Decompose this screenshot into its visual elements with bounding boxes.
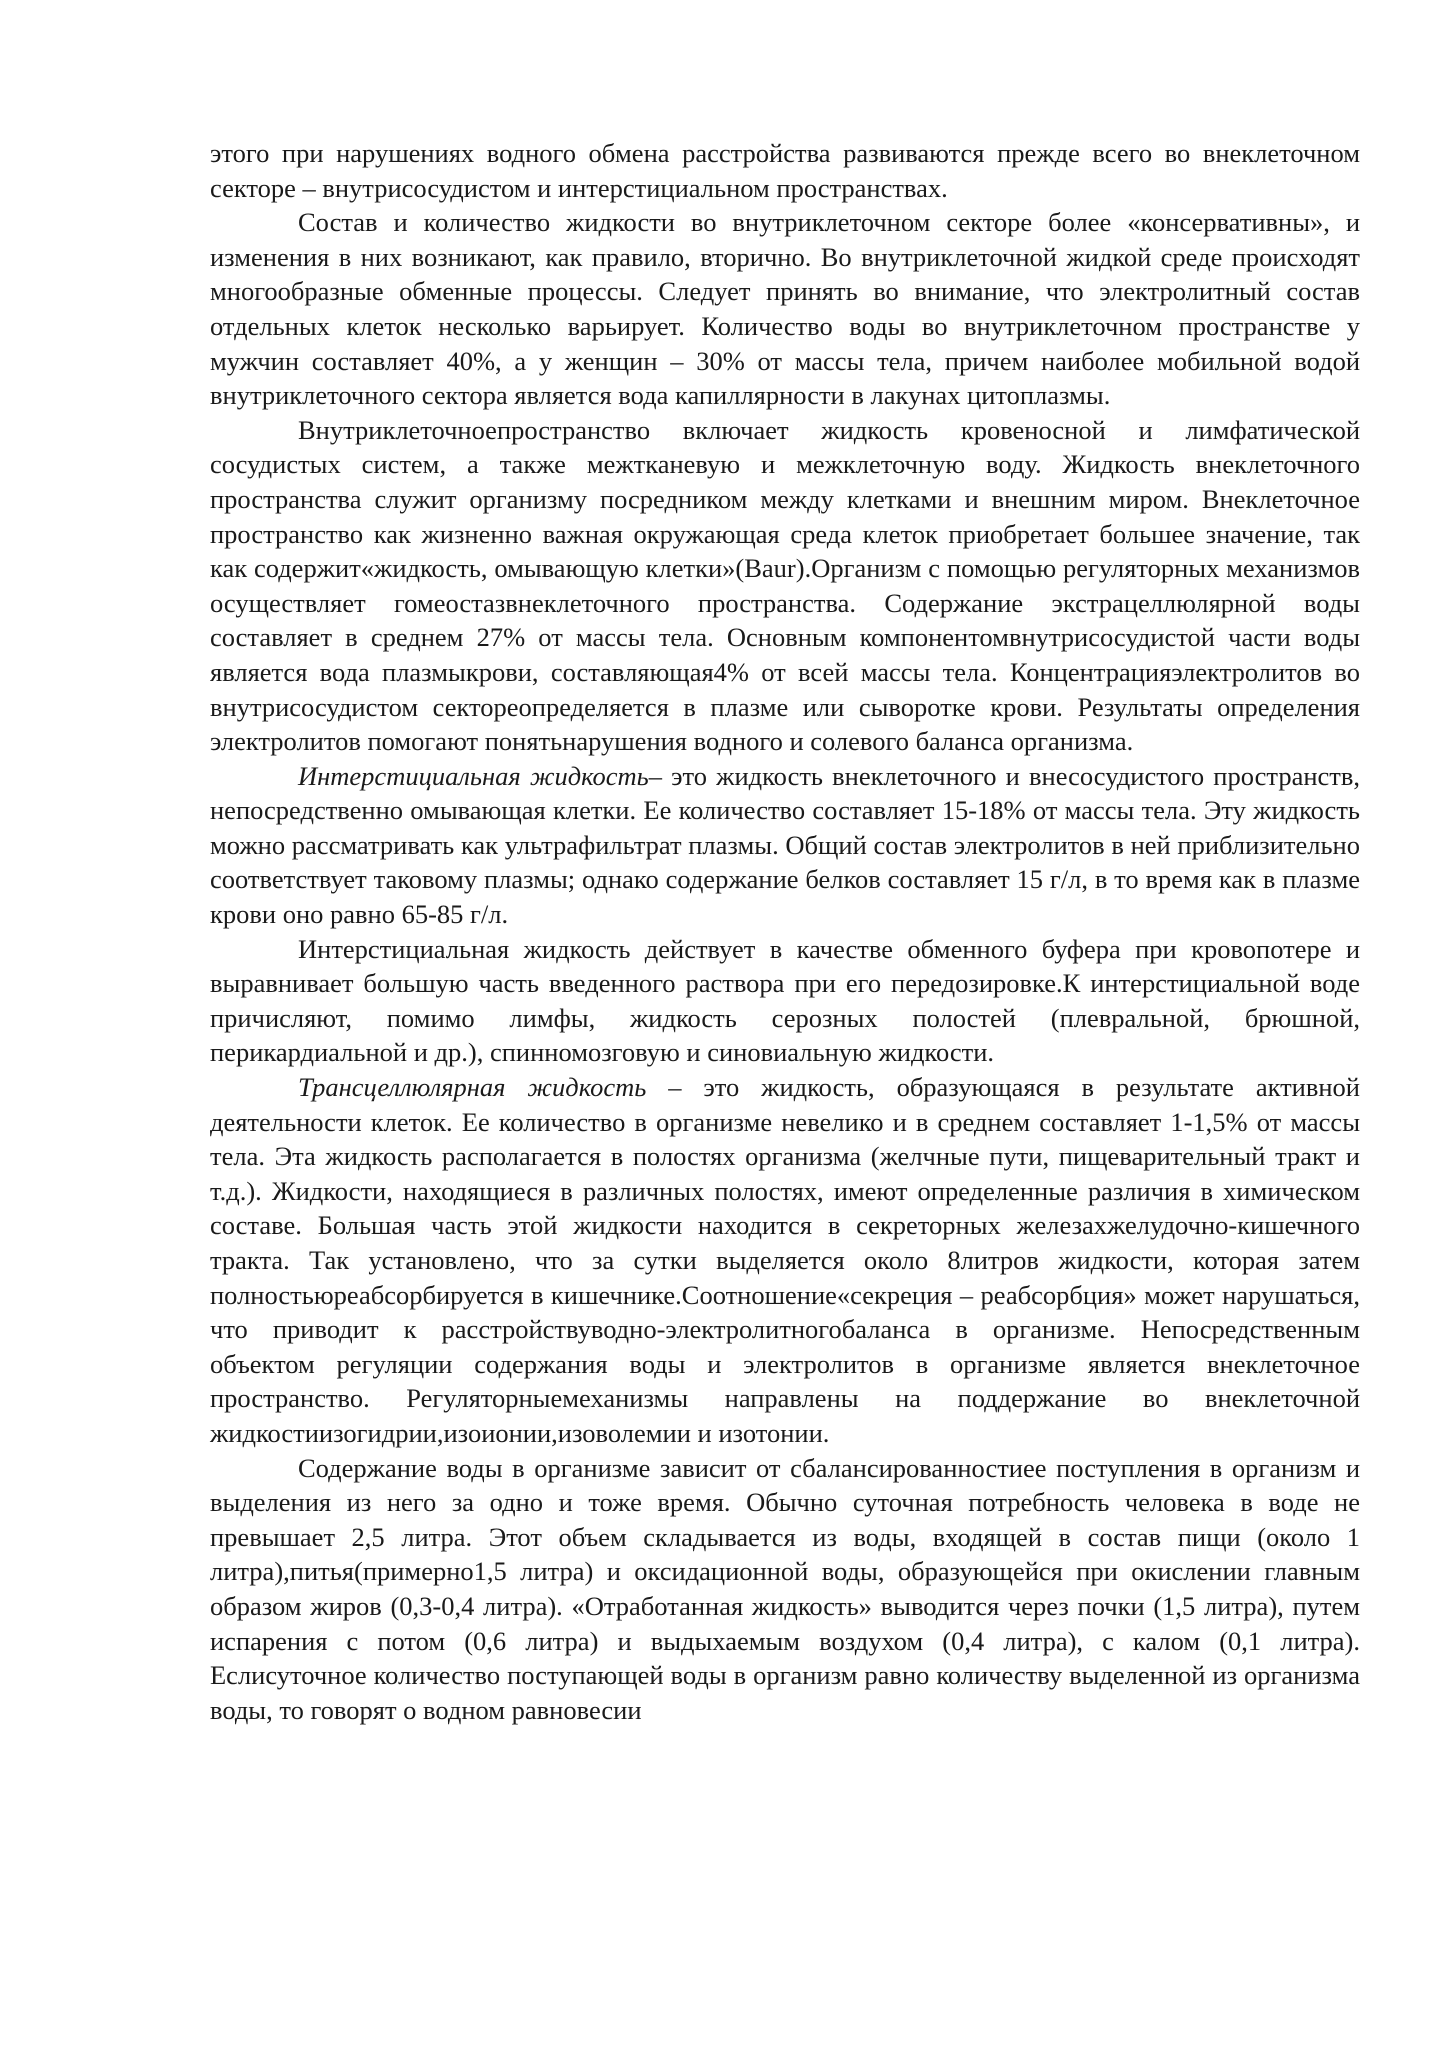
paragraph-interstitial-buffer: Интерстициальная жидкость действует в качестве обменного буфера при кровопотере и выравнивает большую часть введенного раствора при его передозировке.К интерстициальной воде причисляют, помимо лимфы, жидкость серозных полостей (плевральной, брюшной, перикардиальной и др.), спинномозговую и синовиальную жидкости. — [210, 933, 1360, 1068]
document-page — [210, 136, 1360, 1727]
paragraph-water-balance: Содержание воды в организме зависит от сбалансированностиее поступления в организм и выделения из него за одно и тоже время. Обычно суточная потребность человека в воде не превышает 2,5 литра. Этот объем складывается из воды, входящей в состав пищи (около 1 литра),питья(примерно1,5 литра) и оксидационной воды, образующейся при окислении главным образом жиров (0,3-0,4 литра). «Отработанная жидкость» выводится через почки (1,5 литра), путем испарения с потом (0,6 литра) и выдыхаемым воздухом (0,4 литра), с калом (0,1 литра). Еслисуточное количество поступающей воды в организм равно количеству выделенной из организма воды, то говорят о водном равновесии — [210, 1452, 1360, 1725]
term-interstitial-fluid: Интерстициальная жидкость — [298, 760, 649, 791]
paragraph-transcellular-fluid — [210, 1070, 1360, 1451]
term-transcellular-fluid: Трансцеллюлярная жидкость — [298, 1072, 647, 1103]
paragraph-interstitial-fluid-text: – это жидкость внеклеточного и внесосудистого пространств, непосредственно омывающая клетки. Ее количество составляет 15-18% от массы тела. Эту жидкость можно рассматривать как ультрафильтрат плазмы. Общий состав электролитов в ней приблизительно соответствует таковому плазмы; однако содержание белков составляет 15 г/л, в то время как в плазме крови оно равно 65-85 г/л. — [210, 760, 1360, 930]
paragraph-transcellular-fluid-text: – это жидкость, образующаяся в результате активной деятельности клеток. Ее количество в организме невелико и в среднем составляет 1-1,5% от массы тела. Эта жидкость располагается в полостях организма (желчные пути, пищеварительный тракт и т.д.). Жидкости, находящиеся в различных полостях, имеют определенные различия в химическом составе. Большая часть этой жидкости находится в секреторных железахжелудочно-кишечного тракта. Так установлено, что за сутки выделяется около 8литров жидкости, которая затем полностьюреабсорбируется в кишечнике.Соотношение«секреция – реабсорбция» может нарушаться, что приводит к расстройствуводно-электролитногобаланса в организме. Непосредственным объектом регуляции содержания воды и электролитов в организме является внеклеточное пространство. Регуляторныемеханизмы направлены на поддержание во внеклеточной жидкостиизогидрии,изоионии,изоволемии и изотонии. — [210, 1072, 1360, 1448]
paragraph-extracellular-space: Внутриклеточноепространство включает жидкость кровеносной и лимфатической сосудистых систем, а также межтканевую и межклеточную воду. Жидкость внеклеточного пространства служит организму посредником между клетками и внешним миром. Внеклеточное пространство как жизненно важная окружающая среда клеток приобретает большее значение, так как содержит«жидкость, омывающую клетки»(Baur).Организм с помощью регуляторных механизмов осуществляет гомеостазвнеклеточного пространства. Содержание экстрацеллюлярной воды составляет в среднем 27% от массы тела. Основным компонентомвнутрисосудистой части воды является вода плазмыкрови, составляющая4% от всей массы тела. Концентрацияэлектролитов во внутрисосудистом сектореопределяется в плазме или сыворотке крови. Результаты определения электролитов помогают понятьнарушения водного и солевого баланса организма. — [210, 414, 1360, 757]
paragraph-intracellular-composition: Состав и количество жидкости во внутриклеточном секторе более «консервативны», и изменения в них возникают, как правило, вторично. Во внутриклеточной жидкой среде происходят многообразные обменные процессы. Следует принять во внимание, что электролитный состав отдельных клеток несколько варьирует. Количество воды во внутриклеточном пространстве у мужчин составляет 40%, а у женщин – 30% от массы тела, причем наиболее мобильной водой внутриклеточного сектора является вода капиллярности в лакунах цитоплазмы. — [210, 207, 1360, 411]
paragraph-continuation: этого при нарушениях водного обмена расстройства развиваются прежде всего во внеклеточном секторе – внутрисосудистом и интерстициальном пространствах. — [210, 138, 1360, 203]
paragraph-interstitial-fluid — [210, 759, 1360, 932]
